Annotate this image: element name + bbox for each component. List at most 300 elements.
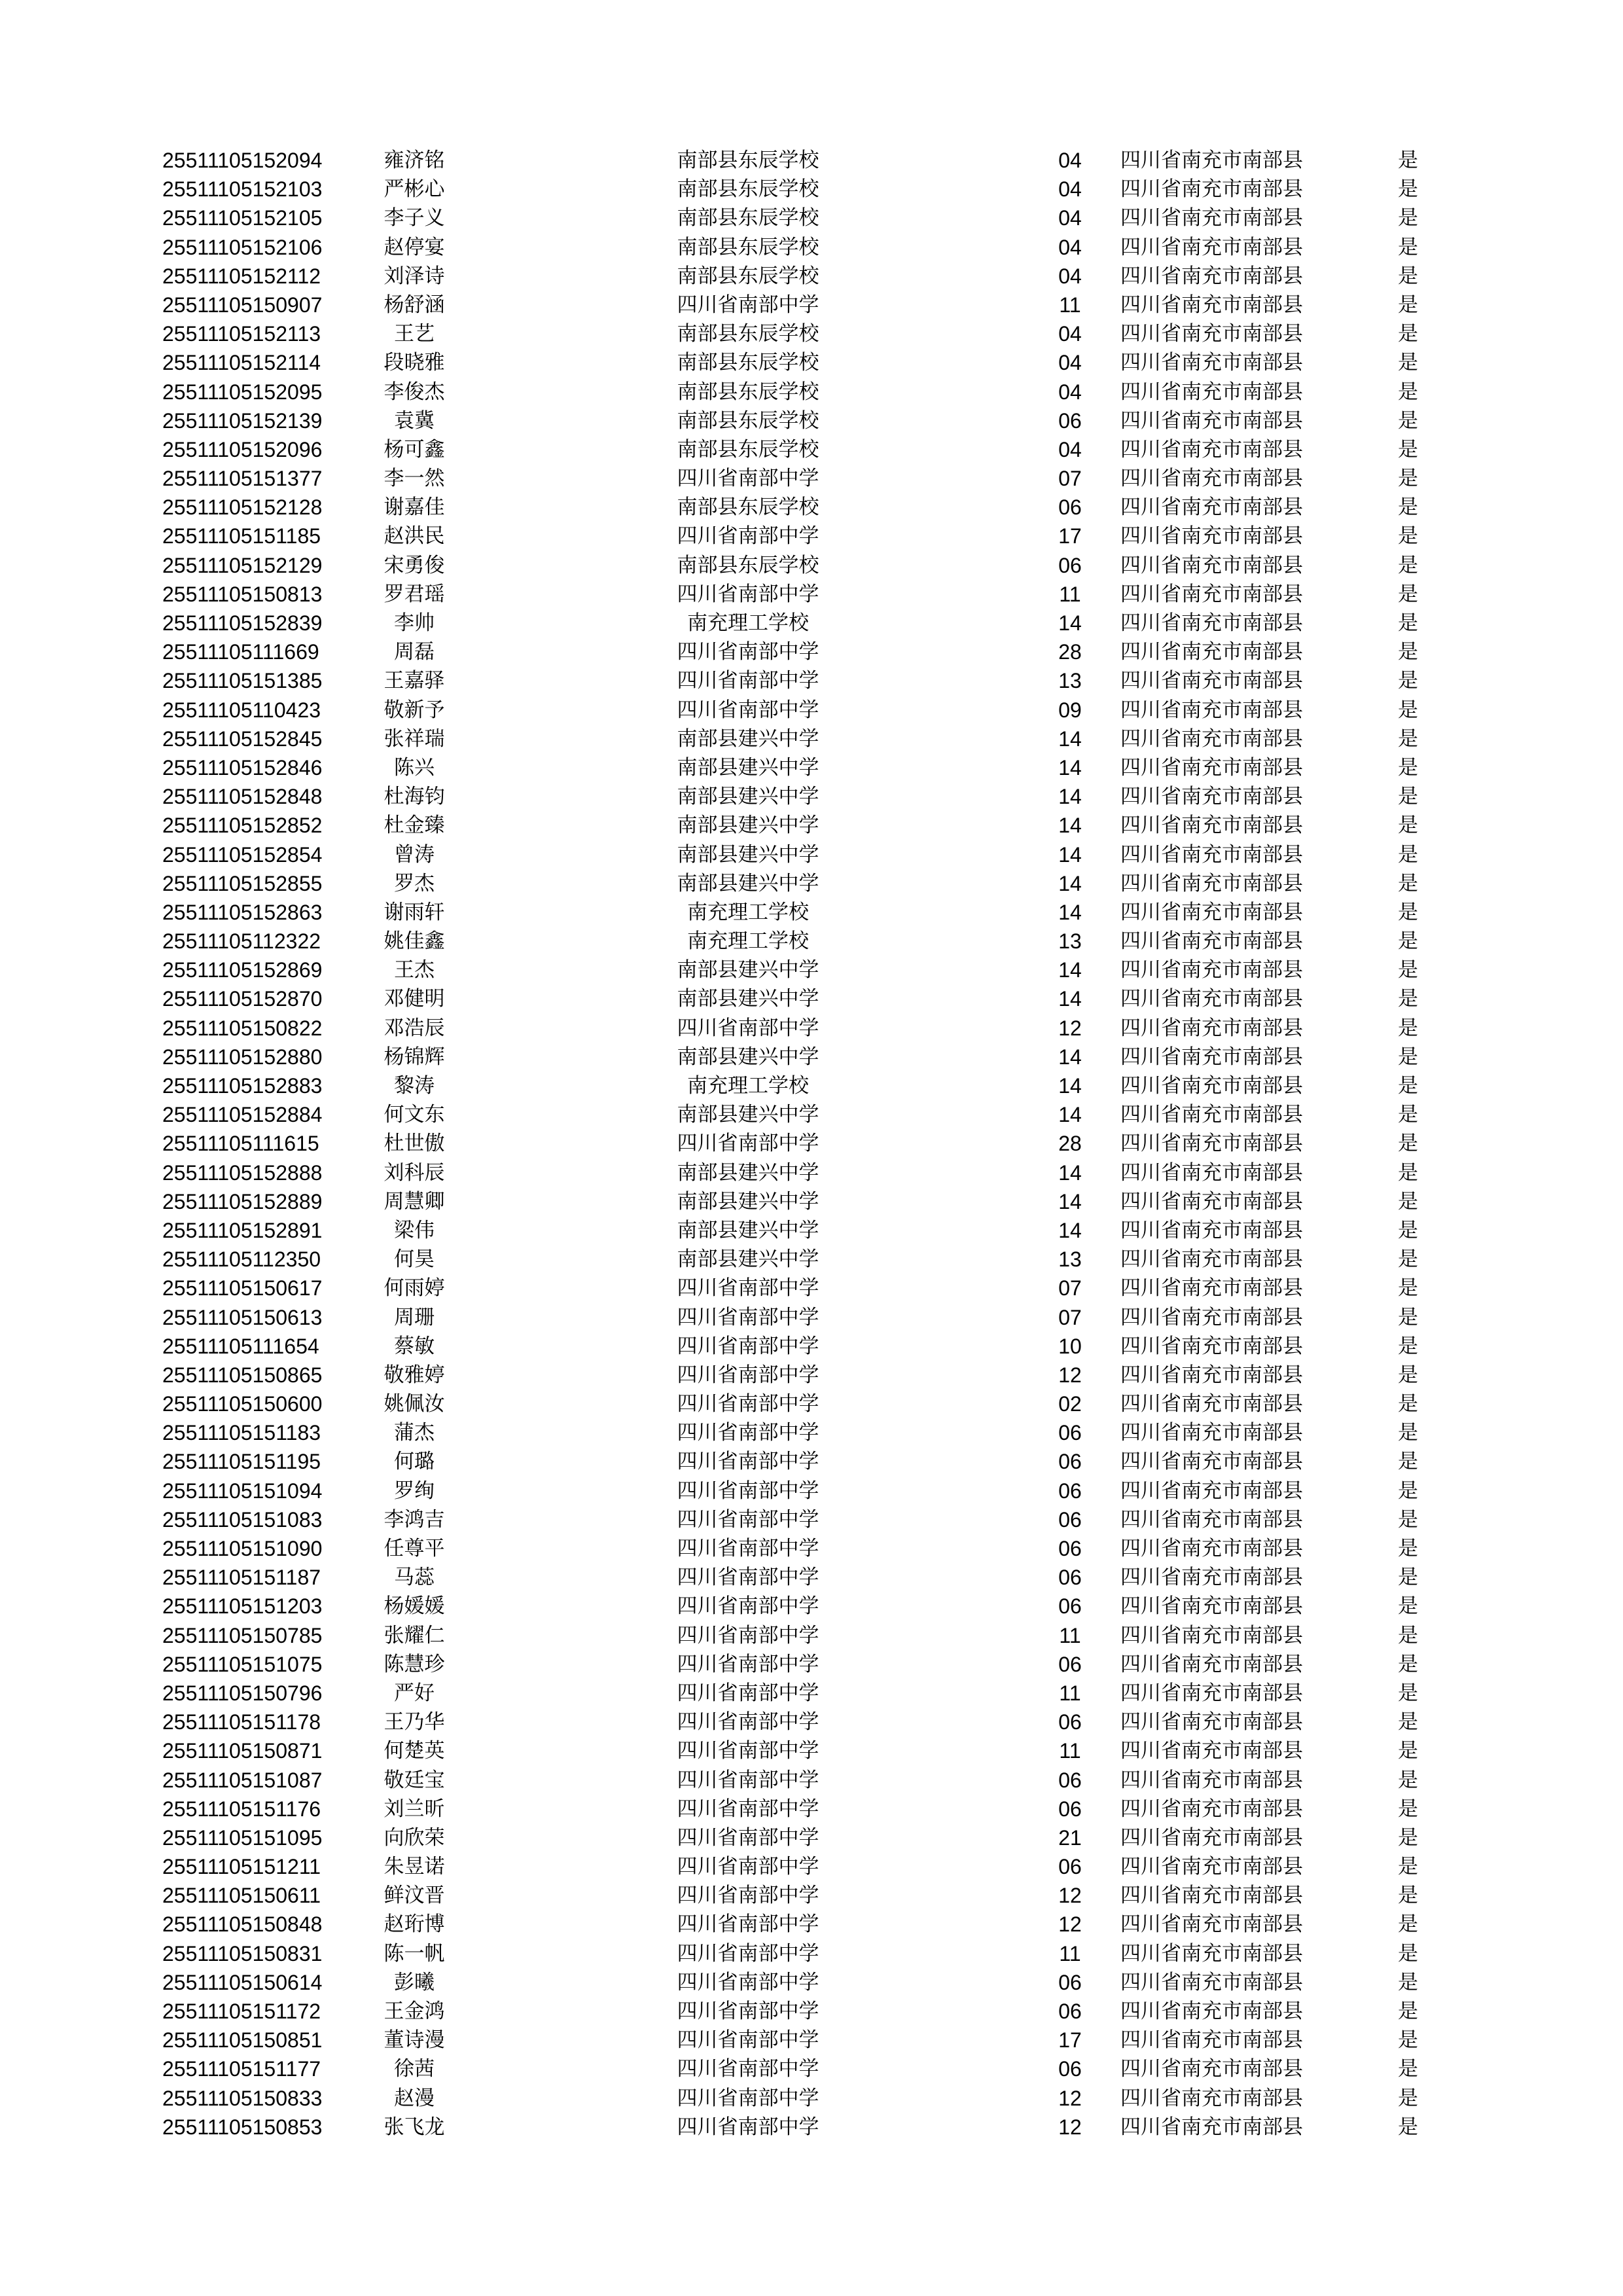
student-name-cell: 陈慧珍: [383, 1652, 445, 1676]
status-flag-cell: 是: [1398, 1392, 1418, 1416]
student-id-cell: 25511105152106: [162, 235, 323, 259]
status-flag-cell: 是: [1398, 1045, 1418, 1069]
table-row: [0, 1187, 1623, 1216]
status-flag-cell: 是: [1398, 293, 1418, 317]
student-id-cell: 25511105152889: [162, 1189, 323, 1213]
student-name-cell: 杜世傲: [383, 1132, 445, 1156]
region-cell: 四川省南充市南部县: [1120, 1797, 1303, 1821]
student-name-cell: 刘兰昕: [383, 1797, 445, 1821]
table-row: [0, 1679, 1623, 1708]
table-row: [0, 1968, 1623, 1997]
student-id-cell: 25511105152848: [162, 785, 323, 809]
class-number-cell: 14: [1058, 871, 1082, 895]
status-flag-cell: 是: [1398, 1912, 1418, 1937]
region-cell: 四川省南充市南部县: [1120, 553, 1303, 577]
table-row: [0, 2113, 1623, 2142]
student-name-cell: 刘科辰: [383, 1160, 445, 1185]
class-number-cell: 14: [1058, 1103, 1082, 1127]
student-id-cell: 25511105151095: [162, 1825, 323, 1850]
class-number-cell: 14: [1058, 726, 1082, 751]
student-id-cell: 25511105112322: [162, 929, 321, 954]
student-name-cell: 王金鸿: [383, 2000, 445, 2023]
table-row: [0, 666, 1623, 695]
region-cell: 四川省南充市南部县: [1120, 698, 1303, 722]
school-cell: 四川省南部中学: [677, 1421, 819, 1445]
school-cell: 四川省南部中学: [677, 1739, 819, 1763]
student-name-cell: 谢雨轩: [383, 900, 445, 924]
school-cell: 南部县东辰学校: [677, 177, 819, 202]
school-cell: 四川省南部中学: [677, 1276, 819, 1300]
class-number-cell: 14: [1058, 1074, 1082, 1098]
student-id-cell: 25511105150871: [162, 1739, 323, 1763]
student-id-cell: 25511105151177: [162, 2057, 321, 2081]
class-number-cell: 28: [1058, 1132, 1082, 1156]
student-id-cell: 25511105152884: [162, 1103, 323, 1127]
region-cell: 四川省南充市南部县: [1120, 900, 1303, 924]
school-cell: 四川省南部中学: [677, 1363, 819, 1387]
school-cell: 南部县建兴中学: [677, 1189, 819, 1213]
status-flag-cell: 是: [1398, 1681, 1418, 1705]
region-cell: 四川省南充市南部县: [1120, 2057, 1303, 2081]
status-flag-cell: 是: [1398, 1479, 1418, 1503]
school-cell: 四川省南部中学: [677, 1507, 819, 1532]
student-id-cell: 25511105151195: [162, 1450, 321, 1474]
table-row: [0, 1852, 1623, 1881]
status-flag-cell: 是: [1398, 698, 1418, 722]
school-cell: 四川省南部中学: [677, 293, 819, 317]
table-row: [0, 696, 1623, 725]
region-cell: 四川省南充市南部县: [1120, 785, 1303, 809]
student-id-cell: 25511105152883: [162, 1074, 323, 1098]
school-cell: 四川省南部中学: [677, 1594, 819, 1619]
region-cell: 四川省南充市南部县: [1120, 1594, 1303, 1619]
school-cell: 四川省南部中学: [677, 1768, 819, 1792]
status-flag-cell: 是: [1398, 206, 1418, 230]
school-cell: 南部县东辰学校: [677, 408, 819, 433]
table-row: [0, 319, 1623, 348]
student-id-cell: 25511105152095: [162, 380, 323, 404]
class-number-cell: 12: [1058, 2115, 1082, 2139]
region-cell: 四川省南充市南部县: [1120, 177, 1303, 202]
student-id-cell: 25511105152852: [162, 814, 323, 838]
table-row: [0, 2084, 1623, 2113]
status-flag-cell: 是: [1398, 177, 1418, 202]
student-name-cell: 姚佩汝: [383, 1392, 445, 1416]
status-flag-cell: 是: [1398, 1160, 1418, 1185]
class-number-cell: 14: [1058, 1189, 1082, 1213]
class-number-cell: 07: [1058, 1276, 1082, 1300]
class-number-cell: 06: [1058, 1797, 1082, 1821]
table-row: [0, 725, 1623, 753]
class-number-cell: 12: [1058, 1363, 1082, 1387]
student-name-cell: 李俊杰: [383, 380, 445, 404]
table-row: [0, 406, 1623, 435]
school-cell: 南部县建兴中学: [677, 1160, 819, 1185]
student-id-cell: 25511105150853: [162, 2115, 323, 2139]
table-row: [0, 869, 1623, 898]
student-id-cell: 25511105151211: [162, 1855, 321, 1879]
student-list-table: [0, 146, 1623, 2142]
region-cell: 四川省南充市南部县: [1120, 351, 1303, 375]
status-flag-cell: 是: [1398, 1450, 1418, 1474]
student-id-cell: 25511105111669: [162, 640, 319, 664]
school-cell: 南部县建兴中学: [677, 755, 819, 780]
student-name-cell: 宋勇俊: [383, 553, 445, 577]
student-name-cell: 罗杰: [394, 871, 435, 895]
table-row: [0, 435, 1623, 464]
table-row: [0, 840, 1623, 869]
student-name-cell: 马蕊: [394, 1566, 435, 1590]
school-cell: 四川省南部中学: [677, 2000, 819, 2023]
region-cell: 四川省南充市南部县: [1120, 1276, 1303, 1300]
school-cell: 四川省南部中学: [677, 1566, 819, 1590]
student-name-cell: 赵洪民: [383, 524, 445, 548]
student-name-cell: 梁伟: [394, 1218, 435, 1242]
status-flag-cell: 是: [1398, 1566, 1418, 1590]
student-id-cell: 25511105151094: [162, 1479, 323, 1503]
region-cell: 四川省南充市南部县: [1120, 1305, 1303, 1329]
class-number-cell: 06: [1058, 1537, 1082, 1560]
table-row: [0, 1910, 1623, 1939]
student-id-cell: 25511105110423: [162, 698, 321, 722]
status-flag-cell: 是: [1398, 1334, 1418, 1358]
table-row: [0, 782, 1623, 811]
student-id-cell: 25511105151172: [162, 2000, 321, 2023]
student-id-cell: 25511105150617: [162, 1276, 323, 1300]
table-row: [0, 2054, 1623, 2083]
student-name-cell: 曾涛: [394, 842, 435, 867]
status-flag-cell: 是: [1398, 1189, 1418, 1213]
class-number-cell: 14: [1058, 611, 1082, 635]
school-cell: 四川省南部中学: [677, 1479, 819, 1503]
status-flag-cell: 是: [1398, 1132, 1418, 1156]
school-cell: 南部县建兴中学: [677, 1103, 819, 1127]
table-row: [0, 1477, 1623, 1505]
student-name-cell: 周慧卿: [383, 1189, 445, 1213]
student-id-cell: 25511105152114: [162, 351, 321, 375]
student-name-cell: 敬雅婷: [383, 1363, 445, 1387]
student-name-cell: 何昊: [394, 1247, 435, 1272]
region-cell: 四川省南充市南部县: [1120, 1507, 1303, 1532]
region-cell: 四川省南充市南部县: [1120, 1334, 1303, 1358]
region-cell: 四川省南充市南部县: [1120, 1710, 1303, 1734]
school-cell: 南充理工学校: [687, 900, 809, 924]
student-id-cell: 25511105150831: [162, 1941, 323, 1965]
table-row: [0, 1332, 1623, 1361]
school-cell: 四川省南部中学: [677, 1305, 819, 1329]
class-number-cell: 04: [1058, 380, 1082, 404]
status-flag-cell: 是: [1398, 669, 1418, 693]
table-row: [0, 1303, 1623, 1332]
school-cell: 南部县东辰学校: [677, 380, 819, 404]
student-id-cell: 25511105151377: [162, 467, 323, 491]
region-cell: 四川省南充市南部县: [1120, 1103, 1303, 1127]
table-row: [0, 927, 1623, 956]
school-cell: 南部县建兴中学: [677, 871, 819, 895]
student-id-cell: 25511105111654: [162, 1334, 319, 1358]
region-cell: 四川省南充市南部县: [1120, 2115, 1303, 2139]
region-cell: 四川省南充市南部县: [1120, 437, 1303, 461]
table-row: [0, 1650, 1623, 1679]
student-id-cell: 25511105150785: [162, 1623, 323, 1647]
region-cell: 四川省南充市南部县: [1120, 987, 1303, 1011]
school-cell: 四川省南部中学: [677, 1016, 819, 1040]
student-name-cell: 何雨婷: [383, 1276, 445, 1300]
student-id-cell: 25511105151183: [162, 1421, 321, 1445]
student-name-cell: 朱昱诺: [383, 1855, 445, 1879]
region-cell: 四川省南充市南部县: [1120, 467, 1303, 491]
class-number-cell: 06: [1058, 1479, 1082, 1503]
student-name-cell: 杜海钧: [383, 785, 445, 809]
class-number-cell: 14: [1058, 785, 1082, 809]
class-number-cell: 06: [1058, 1652, 1082, 1676]
status-flag-cell: 是: [1398, 408, 1418, 433]
table-row: [0, 1534, 1623, 1563]
region-cell: 四川省南充市南部县: [1120, 1363, 1303, 1387]
status-flag-cell: 是: [1398, 929, 1418, 954]
student-name-cell: 周珊: [394, 1305, 435, 1329]
region-cell: 四川省南充市南部县: [1120, 755, 1303, 780]
table-row: [0, 2026, 1623, 2054]
class-number-cell: 04: [1058, 351, 1082, 375]
school-cell: 南部县建兴中学: [677, 814, 819, 838]
status-flag-cell: 是: [1398, 987, 1418, 1011]
student-id-cell: 25511105152891: [162, 1218, 323, 1242]
student-id-cell: 25511105150613: [162, 1305, 323, 1329]
student-id-cell: 25511105152113: [162, 322, 321, 346]
table-row: [0, 262, 1623, 291]
school-cell: 南部县东辰学校: [677, 206, 819, 230]
status-flag-cell: 是: [1398, 2115, 1418, 2139]
table-row: [0, 1592, 1623, 1621]
region-cell: 四川省南充市南部县: [1120, 1074, 1303, 1098]
student-name-cell: 严好: [394, 1681, 435, 1705]
class-number-cell: 13: [1058, 669, 1082, 693]
status-flag-cell: 是: [1398, 1363, 1418, 1387]
student-name-cell: 王嘉驿: [383, 669, 445, 693]
school-cell: 四川省南部中学: [677, 1970, 819, 1994]
region-cell: 四川省南充市南部县: [1120, 264, 1303, 288]
student-name-cell: 李子义: [383, 206, 445, 230]
status-flag-cell: 是: [1398, 1247, 1418, 1272]
student-name-cell: 陈兴: [394, 755, 435, 780]
region-cell: 四川省南充市南部县: [1120, 1739, 1303, 1763]
school-cell: 四川省南部中学: [677, 1855, 819, 1879]
region-cell: 四川省南充市南部县: [1120, 1016, 1303, 1040]
student-name-cell: 赵停宴: [383, 235, 445, 259]
status-flag-cell: 是: [1398, 437, 1418, 461]
student-id-cell: 25511105151176: [162, 1797, 321, 1821]
table-row: [0, 609, 1623, 637]
student-name-cell: 李一然: [383, 467, 445, 491]
class-number-cell: 14: [1058, 958, 1082, 982]
class-number-cell: 14: [1058, 814, 1082, 838]
status-flag-cell: 是: [1398, 1739, 1418, 1763]
student-id-cell: 25511105152854: [162, 842, 323, 867]
student-name-cell: 周磊: [394, 640, 435, 664]
table-row: [0, 1216, 1623, 1245]
table-row: [0, 233, 1623, 262]
student-id-cell: 25511105150833: [162, 2086, 323, 2110]
school-cell: 南充理工学校: [687, 1074, 809, 1098]
student-name-cell: 黎涛: [394, 1074, 435, 1098]
table-row: [0, 1997, 1623, 2026]
class-number-cell: 06: [1058, 1421, 1082, 1445]
status-flag-cell: 是: [1398, 1623, 1418, 1647]
student-id-cell: 25511105152128: [162, 495, 323, 520]
table-row: [0, 1505, 1623, 1534]
table-row: [0, 1014, 1623, 1043]
table-row: [0, 1563, 1623, 1592]
student-id-cell: 25511105150600: [162, 1392, 323, 1416]
table-row: [0, 464, 1623, 493]
student-id-cell: 25511105150614: [162, 1970, 323, 1994]
table-row: [0, 1158, 1623, 1187]
student-id-cell: 25511105151087: [162, 1768, 323, 1792]
class-number-cell: 04: [1058, 235, 1082, 259]
class-number-cell: 14: [1058, 755, 1082, 780]
student-name-cell: 敬廷宝: [383, 1768, 445, 1792]
region-cell: 四川省南充市南部县: [1120, 582, 1303, 606]
student-id-cell: 25511105151090: [162, 1537, 323, 1560]
class-number-cell: 06: [1058, 408, 1082, 433]
region-cell: 四川省南充市南部县: [1120, 206, 1303, 230]
student-name-cell: 杨可鑫: [383, 437, 445, 461]
table-row: [0, 1043, 1623, 1071]
student-name-cell: 蒲杰: [394, 1421, 435, 1445]
class-number-cell: 06: [1058, 2000, 1082, 2023]
class-number-cell: 06: [1058, 495, 1082, 520]
student-id-cell: 25511105152105: [162, 206, 323, 230]
status-flag-cell: 是: [1398, 1074, 1418, 1098]
student-name-cell: 邓浩辰: [383, 1016, 445, 1040]
table-row: [0, 753, 1623, 782]
class-number-cell: 07: [1058, 1305, 1082, 1329]
student-name-cell: 谢嘉佳: [383, 495, 445, 520]
school-cell: 四川省南部中学: [677, 1132, 819, 1156]
student-name-cell: 向欣荣: [383, 1825, 445, 1850]
school-cell: 四川省南部中学: [677, 467, 819, 491]
class-number-cell: 06: [1058, 1710, 1082, 1734]
region-cell: 四川省南充市南部县: [1120, 524, 1303, 548]
status-flag-cell: 是: [1398, 1537, 1418, 1560]
region-cell: 四川省南充市南部县: [1120, 1189, 1303, 1213]
student-id-cell: 25511105152855: [162, 871, 323, 895]
class-number-cell: 10: [1058, 1334, 1082, 1358]
status-flag-cell: 是: [1398, 1594, 1418, 1619]
table-row: [0, 204, 1623, 232]
school-cell: 四川省南部中学: [677, 1450, 819, 1474]
student-name-cell: 彭曦: [394, 1970, 435, 1994]
region-cell: 四川省南充市南部县: [1120, 726, 1303, 751]
region-cell: 四川省南充市南部县: [1120, 929, 1303, 954]
school-cell: 四川省南部中学: [677, 1912, 819, 1937]
region-cell: 四川省南充市南部县: [1120, 640, 1303, 664]
class-number-cell: 06: [1058, 1566, 1082, 1590]
class-number-cell: 13: [1058, 929, 1082, 954]
class-number-cell: 13: [1058, 1247, 1082, 1272]
school-cell: 四川省南部中学: [677, 1334, 819, 1358]
student-name-cell: 王艺: [394, 322, 435, 346]
table-row: [0, 1939, 1623, 1968]
class-number-cell: 07: [1058, 467, 1082, 491]
student-id-cell: 25511105152103: [162, 177, 323, 202]
table-row: [0, 291, 1623, 319]
student-id-cell: 25511105152112: [162, 264, 321, 288]
student-id-cell: 25511105150611: [162, 1884, 321, 1908]
region-cell: 四川省南充市南部县: [1120, 1970, 1303, 1994]
student-name-cell: 邓健明: [383, 987, 445, 1011]
table-row: [0, 898, 1623, 927]
class-number-cell: 28: [1058, 640, 1082, 664]
table-row: [0, 1766, 1623, 1795]
table-row: [0, 1881, 1623, 1910]
class-number-cell: 12: [1058, 1016, 1082, 1040]
region-cell: 四川省南充市南部县: [1120, 1421, 1303, 1445]
student-id-cell: 25511105150907: [162, 293, 323, 317]
student-id-cell: 25511105152096: [162, 437, 323, 461]
student-id-cell: 25511105150813: [162, 582, 323, 606]
status-flag-cell: 是: [1398, 2028, 1418, 2053]
table-row: [0, 811, 1623, 840]
student-id-cell: 25511105152139: [162, 408, 323, 433]
class-number-cell: 06: [1058, 1450, 1082, 1474]
table-row: [0, 1071, 1623, 1100]
class-number-cell: 14: [1058, 1045, 1082, 1069]
school-cell: 南部县东辰学校: [677, 322, 819, 346]
school-cell: 南充理工学校: [687, 611, 809, 635]
status-flag-cell: 是: [1398, 1855, 1418, 1879]
class-number-cell: 11: [1059, 1941, 1081, 1965]
region-cell: 四川省南充市南部县: [1120, 1825, 1303, 1850]
student-id-cell: 25511105150796: [162, 1681, 323, 1705]
class-number-cell: 17: [1058, 2028, 1082, 2053]
school-cell: 四川省南部中学: [677, 640, 819, 664]
student-name-cell: 敬新予: [383, 698, 445, 722]
student-name-cell: 赵漫: [394, 2086, 435, 2110]
school-cell: 四川省南部中学: [677, 2057, 819, 2081]
status-flag-cell: 是: [1398, 1825, 1418, 1850]
school-cell: 南部县东辰学校: [677, 437, 819, 461]
table-row: [0, 522, 1623, 550]
region-cell: 四川省南充市南部县: [1120, 293, 1303, 317]
school-cell: 四川省南部中学: [677, 1825, 819, 1850]
student-name-cell: 蔡敏: [394, 1334, 435, 1358]
student-id-cell: 25511105152839: [162, 611, 323, 635]
status-flag-cell: 是: [1398, 524, 1418, 548]
class-number-cell: 21: [1058, 1825, 1082, 1850]
student-id-cell: 25511105152845: [162, 726, 323, 751]
region-cell: 四川省南充市南部县: [1120, 235, 1303, 259]
school-cell: 四川省南部中学: [677, 2028, 819, 2053]
student-name-cell: 何文东: [383, 1103, 445, 1127]
student-id-cell: 25511105151185: [162, 524, 321, 548]
school-cell: 南部县东辰学校: [677, 351, 819, 375]
student-id-cell: 25511105152869: [162, 958, 323, 982]
status-flag-cell: 是: [1398, 322, 1418, 346]
table-row: [0, 1418, 1623, 1447]
student-id-cell: 25511105151187: [162, 1566, 321, 1590]
region-cell: 四川省南充市南部县: [1120, 2028, 1303, 2053]
student-id-cell: 25511105112350: [162, 1247, 321, 1272]
table-row: [0, 1736, 1623, 1765]
student-name-cell: 段晓雅: [383, 351, 445, 375]
school-cell: 四川省南部中学: [677, 1392, 819, 1416]
student-id-cell: 25511105150865: [162, 1363, 323, 1387]
class-number-cell: 14: [1058, 1218, 1082, 1242]
status-flag-cell: 是: [1398, 842, 1418, 867]
student-id-cell: 25511105152870: [162, 987, 323, 1011]
